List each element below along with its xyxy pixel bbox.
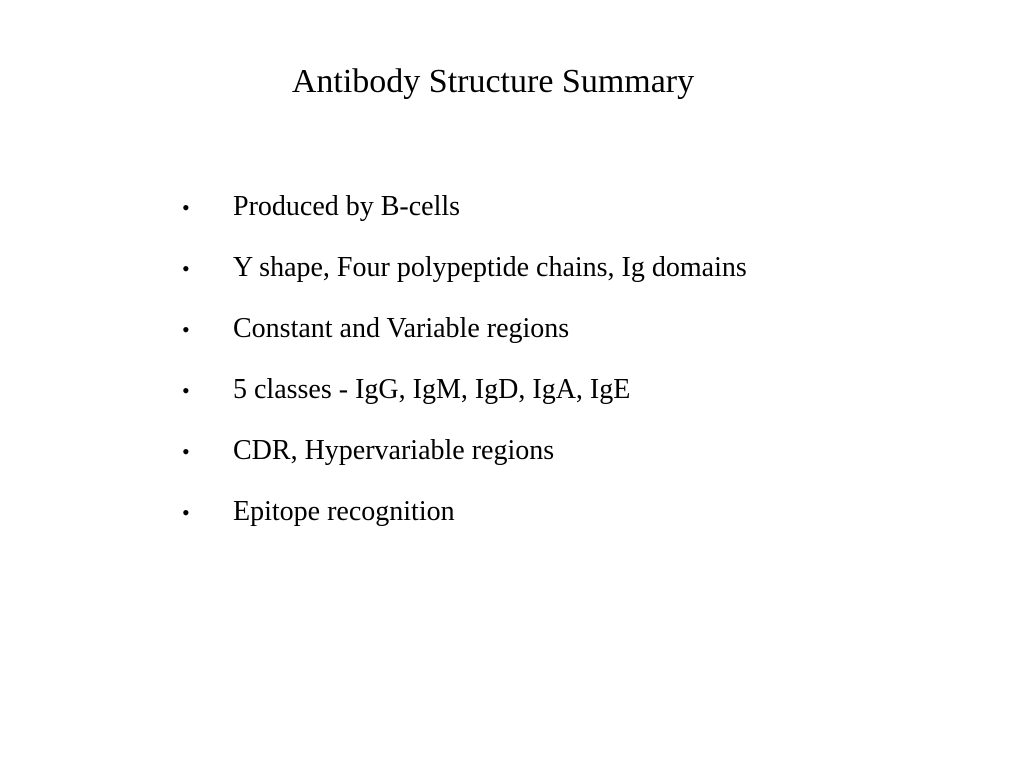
bullet-text: CDR, Hypervariable regions — [233, 435, 555, 466]
bullet-text: Y shape, Four polypeptide chains, Ig domains — [233, 252, 747, 283]
slide-title: Antibody Structure Summary — [291, 63, 695, 100]
list-item — [178, 370, 747, 431]
bullet-icon: • — [182, 439, 190, 464]
bullet-icon: • — [182, 195, 190, 220]
bullet-list — [178, 187, 747, 553]
bullet-icon: • — [182, 378, 190, 403]
bullet-text: Constant and Variable regions — [233, 313, 570, 344]
list-item — [178, 431, 747, 492]
list-item — [178, 248, 747, 309]
bullet-icon: • — [182, 317, 190, 342]
bullet-icon: • — [182, 256, 190, 281]
list-item — [178, 492, 747, 553]
bullet-icon: • — [182, 500, 190, 525]
bullet-text: Produced by B-cells — [233, 191, 461, 222]
bullet-text: Epitope recognition — [233, 496, 455, 527]
bullet-text: 5 classes - IgG, IgM, IgD, IgA, IgE — [233, 374, 631, 405]
list-item — [178, 309, 747, 370]
list-item — [178, 187, 747, 248]
